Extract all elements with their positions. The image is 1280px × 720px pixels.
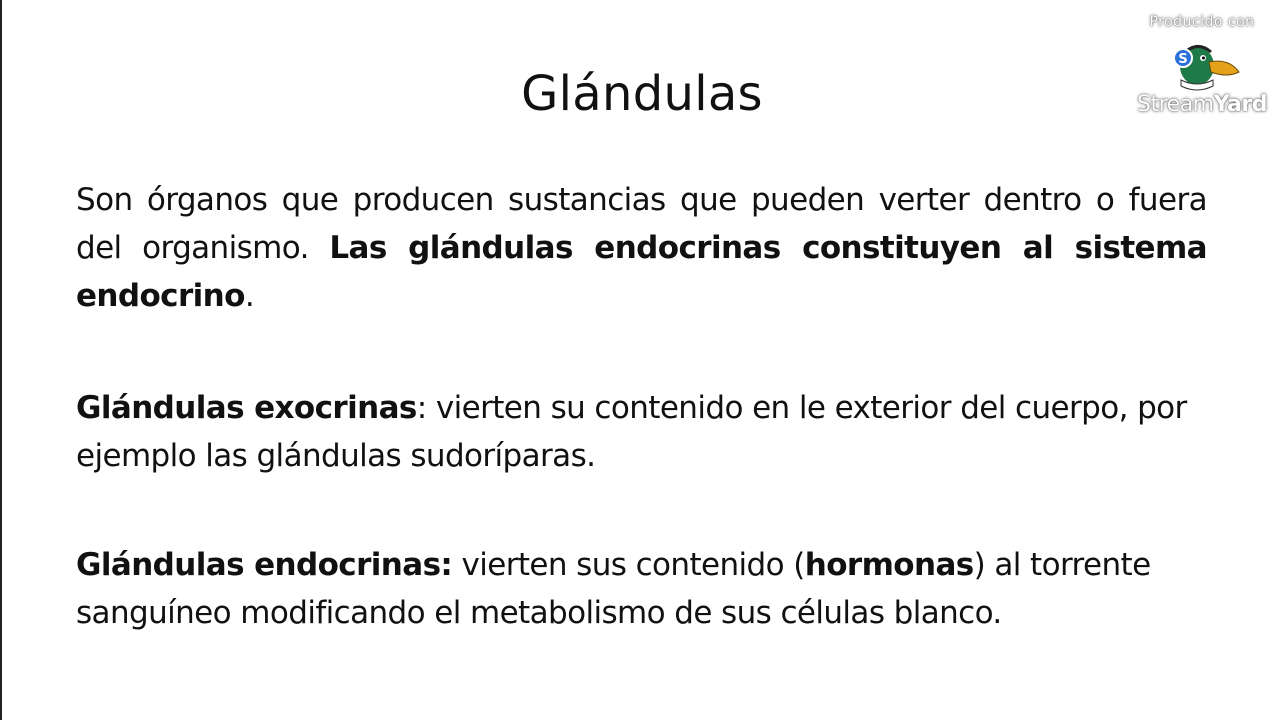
- paragraph-endocrine: [76, 541, 1207, 637]
- streamyard-watermark: [1132, 14, 1272, 134]
- hormones-bold: hormonas: [804, 547, 974, 583]
- watermark-brand: [1132, 92, 1272, 117]
- brand-prefix: Stream: [1137, 92, 1214, 117]
- brand-suffix: Yard: [1213, 92, 1267, 117]
- paragraph-definition: [76, 176, 1207, 320]
- watermark-top-text: Producido con: [1149, 14, 1255, 30]
- exocrine-heading: Glándulas exocrinas: [76, 390, 417, 426]
- endocrine-heading: Glándulas endocrinas:: [76, 547, 453, 583]
- slide-title: Glándulas: [521, 66, 763, 122]
- definition-text: Son órganos que producen sustancias que pueden verter dentro o fuera del organismo.: [76, 182, 1207, 266]
- endocrine-text-1: vierten sus contenido (: [452, 547, 805, 583]
- svg-text:S: S: [1178, 52, 1188, 67]
- endocrine-text-2: ) al torrente sanguíneo modificando el metabolismo de sus células blanco.: [76, 547, 1151, 631]
- exocrine-text: : vierten su contenido en le exterior del cuerpo, por ejemplo las glándulas sudoríparas.: [76, 390, 1187, 474]
- definition-end: .: [244, 278, 255, 314]
- definition-bold: Las glándulas endocrinas constituyen al sistema endocrino: [76, 230, 1207, 314]
- paragraph-exocrine: [76, 384, 1207, 480]
- duck-logo-icon: [1157, 36, 1247, 92]
